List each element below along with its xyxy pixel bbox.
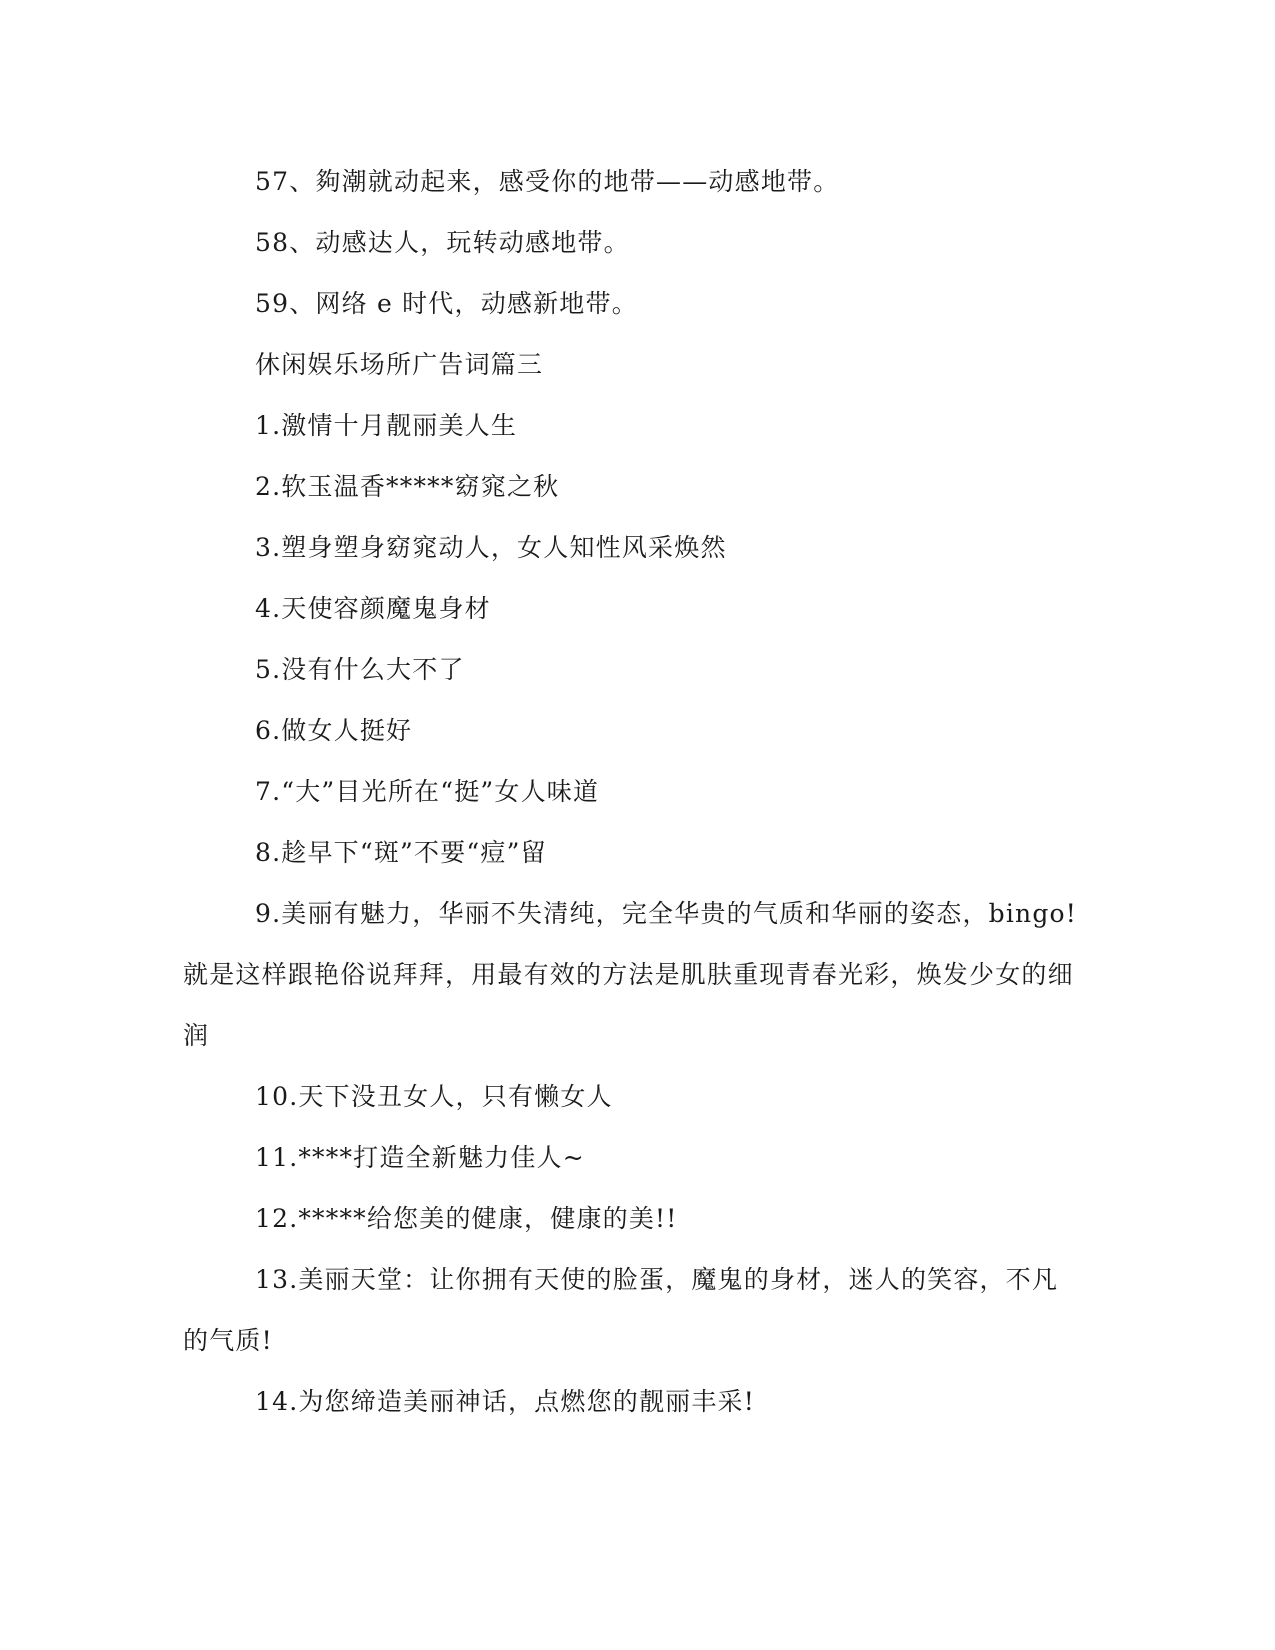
- list-item: 11.****打造全新魅力佳人~: [255, 1143, 585, 1172]
- document-body: [183, 161, 1083, 1442]
- list-item: 8.趁早下“斑”不要“痘”留: [255, 838, 547, 867]
- list-item: 59、网络 e 时代，动感新地带。: [255, 289, 638, 318]
- section-title: 休闲娱乐场所广告词篇三: [255, 350, 544, 379]
- list-item: 58、动感达人，玩转动感地带。: [255, 228, 630, 257]
- list-item: 10.天下没丑女人，只有懒女人: [255, 1082, 613, 1111]
- list-item: 12.*****给您美的健康，健康的美!!: [255, 1204, 678, 1233]
- list-item: 2.软玉温香*****窈窕之秋: [255, 472, 560, 501]
- list-item: 3.塑身塑身窈窕动人，女人知性风采焕然: [255, 533, 727, 562]
- list-item: 4.天使容颜魔鬼身材: [255, 594, 491, 623]
- list-item: 5.没有什么大不了: [255, 655, 465, 684]
- list-item: 14.为您缔造美丽神话，点燃您的靓丽丰采!: [255, 1387, 756, 1416]
- list-item-multiline: 13.美丽天堂：让你拥有天使的脸蛋，魔鬼的身材，迷人的笑容，不凡的气质!: [183, 1265, 1059, 1355]
- list-item: 57、夠潮就动起来，感受你的地带——动感地带。: [255, 167, 840, 196]
- list-item: 1.激情十月靓丽美人生: [255, 411, 518, 440]
- list-item: 7.“大”目光所在“挺”女人味道: [255, 777, 600, 806]
- list-item-multiline: 9.美丽有魅力，华丽不失清纯，完全华贵的气质和华丽的姿态，bingo!就是这样跟艳俗说拜拜，用最有效的方法是肌肤重现青春光彩，焕发少女的细润: [183, 899, 1078, 1050]
- list-item: 6.做女人挺好: [255, 716, 413, 745]
